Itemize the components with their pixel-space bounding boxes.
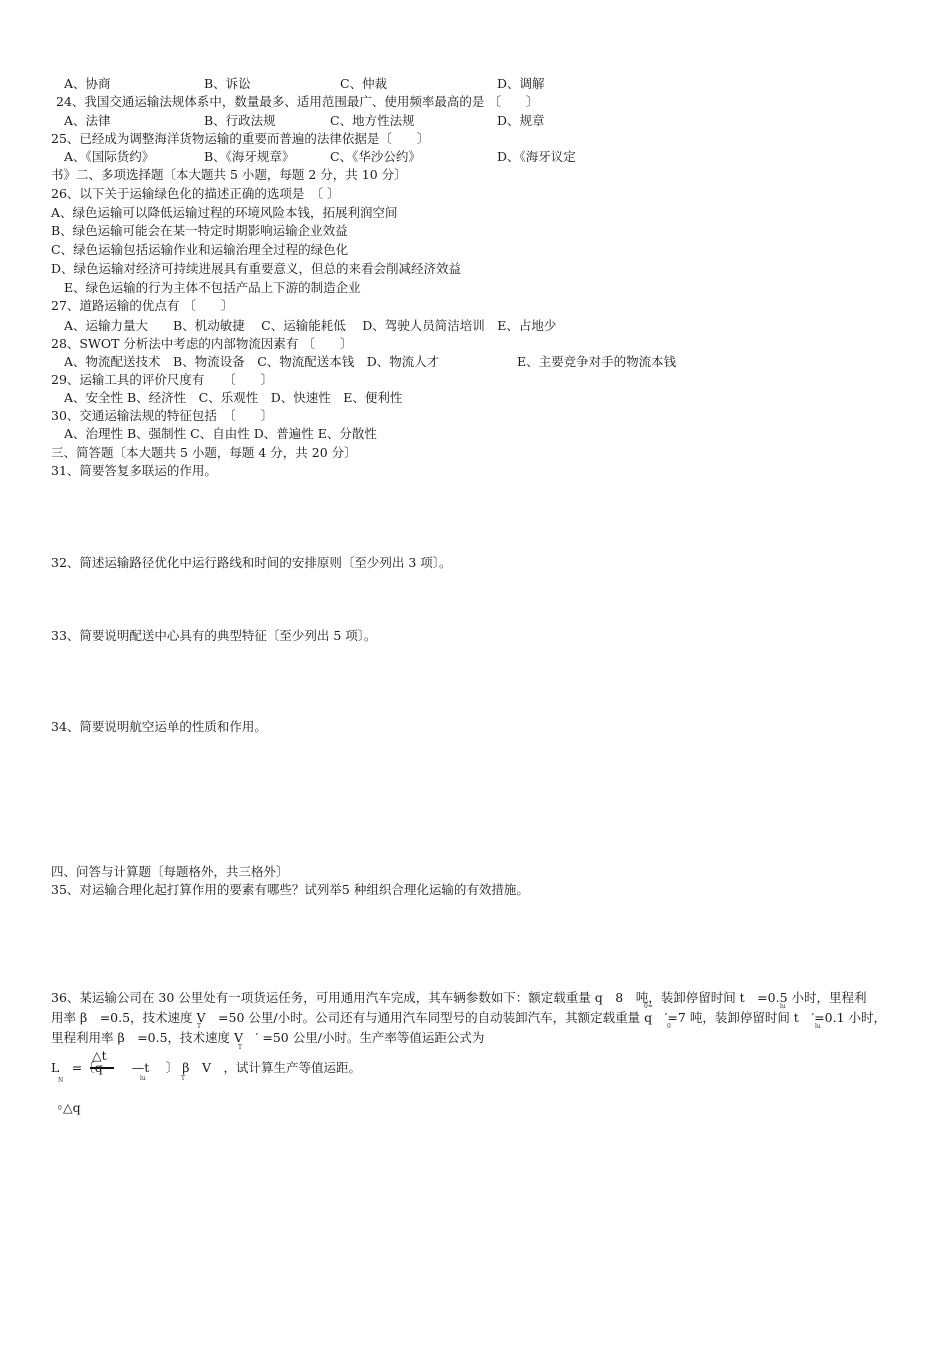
q24-stem: 24、我国交通运输法规体系中，数量最多、适用范围最广、使用频率最高的是 〔 〕 (56, 94, 539, 109)
q27-options: A、运输力量大 B、机动敏捷 C、运输能耗低 D、驾驶人员简洁培训 E、占地少 (64, 318, 557, 333)
q24-option-b: B、行政法规 (204, 113, 276, 128)
q34-stem: 34、简要说明航空运单的性质和作用。 (51, 719, 267, 734)
q36-sub-q0b: 0 (667, 1023, 671, 1030)
formula-main: L =〔q —t 〕 β V ，试计算生产等值运距。 (51, 1060, 361, 1075)
q25-option-c: C、《华沙公约》 (330, 149, 421, 164)
q32-stem: 32、简述运输路径优化中运行路线和时间的安排原则〔至少列出 3 项〕。 (51, 555, 452, 570)
q24-option-a: A、法律 (64, 113, 111, 128)
q28-option-e: E、主要竞争对手的物流本钱 (517, 354, 677, 369)
q23-option-a: A、协商 (64, 76, 111, 91)
section-2-heading: 书》二、多项选择题〔本大题共 5 小题，每题 2 分，共 10 分〕 (51, 167, 407, 182)
q26-option-a: A、绿色运输可以降低运输过程的环境风险本钱，拓展利润空间 (51, 205, 398, 220)
q29-stem: 29、运输工具的评价尺度有 〔 〕 (51, 372, 274, 387)
formula-sub-tlu: lu (140, 1075, 146, 1082)
q36-sub-tlu: lu (780, 1003, 786, 1010)
q23-option-d: D、调解 (497, 76, 545, 91)
formula-sub-q0: 0 (58, 1105, 62, 1112)
section-4-heading: 四、问答与计算题〔每题格外，共三格外〕 (51, 864, 289, 879)
q36-line-3: 里程利用率 β =0.5，技术速度 V ′ =50 公里/小时。生产率等值运距公式为 (51, 1030, 485, 1045)
q36-sub-vt: T (197, 1023, 202, 1030)
section-3-heading: 三、简答题〔本大题共 5 小题，每题 4 分，共 20 分〕 (51, 445, 357, 460)
q25-stem: 25、已经成为调整海洋货物运输的重要而普遍的法律依据是〔 〕 (51, 131, 430, 146)
q26-option-b: B、绿色运输可能会在某一特定时期影响运输企业效益 (51, 223, 348, 238)
q24-option-c: C、地方性法规 (330, 113, 415, 128)
formula-sub-vt: T (181, 1075, 186, 1082)
formula-sub-n: N (58, 1077, 64, 1084)
q26-option-d: D、绿色运输对经济可持续进展具有重要意义，但总的来看会削减经济效益 (51, 261, 462, 276)
q28-stem: 28、SWOT 分析法中考虑的内部物流因素有 〔 〕 (51, 336, 353, 351)
q23-option-c: C、仲裁 (340, 76, 388, 91)
formula-numerator: △t (92, 1048, 107, 1063)
q36-sub-q0: 0= (644, 1003, 653, 1010)
q29-options: A、安全性 B、经济性 C、乐观性 D、快速性 E、便利性 (64, 390, 403, 405)
q30-options: A、治理性 B、强制性 C、自由性 D、普遍性 E、分散性 (64, 426, 377, 441)
q25-option-b: B、《海牙规章》 (204, 149, 295, 164)
q26-stem: 26、以下关于运输绿色化的描述正确的选项是 〔 〕 (51, 186, 340, 201)
q26-option-e: E、绿色运输的行为主体不包括产品上下游的制造企业 (64, 280, 361, 295)
q27-stem: 27、道路运输的优点有 〔 〕 (51, 298, 234, 313)
q23-option-b: B、诉讼 (204, 76, 251, 91)
q35-stem: 35、对运输合理化起打算作用的要素有哪些？试列举5 种组织合理化运输的有效措施。 (51, 882, 529, 897)
q30-stem: 30、交通运输法规的特征包括 〔 〕 (51, 408, 274, 423)
q31-stem: 31、简要答复多联运的作用。 (51, 463, 217, 478)
formula-denominator: △q (63, 1100, 81, 1115)
q36-sub-tlu2: lu (815, 1023, 821, 1030)
q36-line-1: 36、某运输公司在 30 公里处有一项货运任务，可用通用汽车完成，其车辆参数如下：额定载重量 q 8 吨，装卸停留时间 t =0.5 小时，里程利 (51, 990, 867, 1005)
q36-sub-vt2: T (238, 1044, 243, 1051)
q25-option-d: D、《海牙议定 (497, 149, 576, 164)
q26-option-c: C、绿色运输包括运输作业和运输治理全过程的绿色化 (51, 242, 349, 257)
q36-line-2: 用率 β =0.5，技术速度 V =50 公里/小时。公司还有与通用汽车同型号的自动装卸汽车，其额定载重量 q ′=7 吨，装卸停留时间 t ′=0.1 小时， (51, 1010, 886, 1025)
q24-option-d: D、规章 (497, 113, 545, 128)
q25-option-a: A、《国际货约》 (64, 149, 155, 164)
q28-options: A、物流配送技术 B、物流设备 C、物流配送本钱 D、物流人才 (64, 354, 440, 369)
q33-stem: 33、简要说明配送中心具有的典型特征〔至少列出 5 项〕。 (51, 628, 377, 643)
